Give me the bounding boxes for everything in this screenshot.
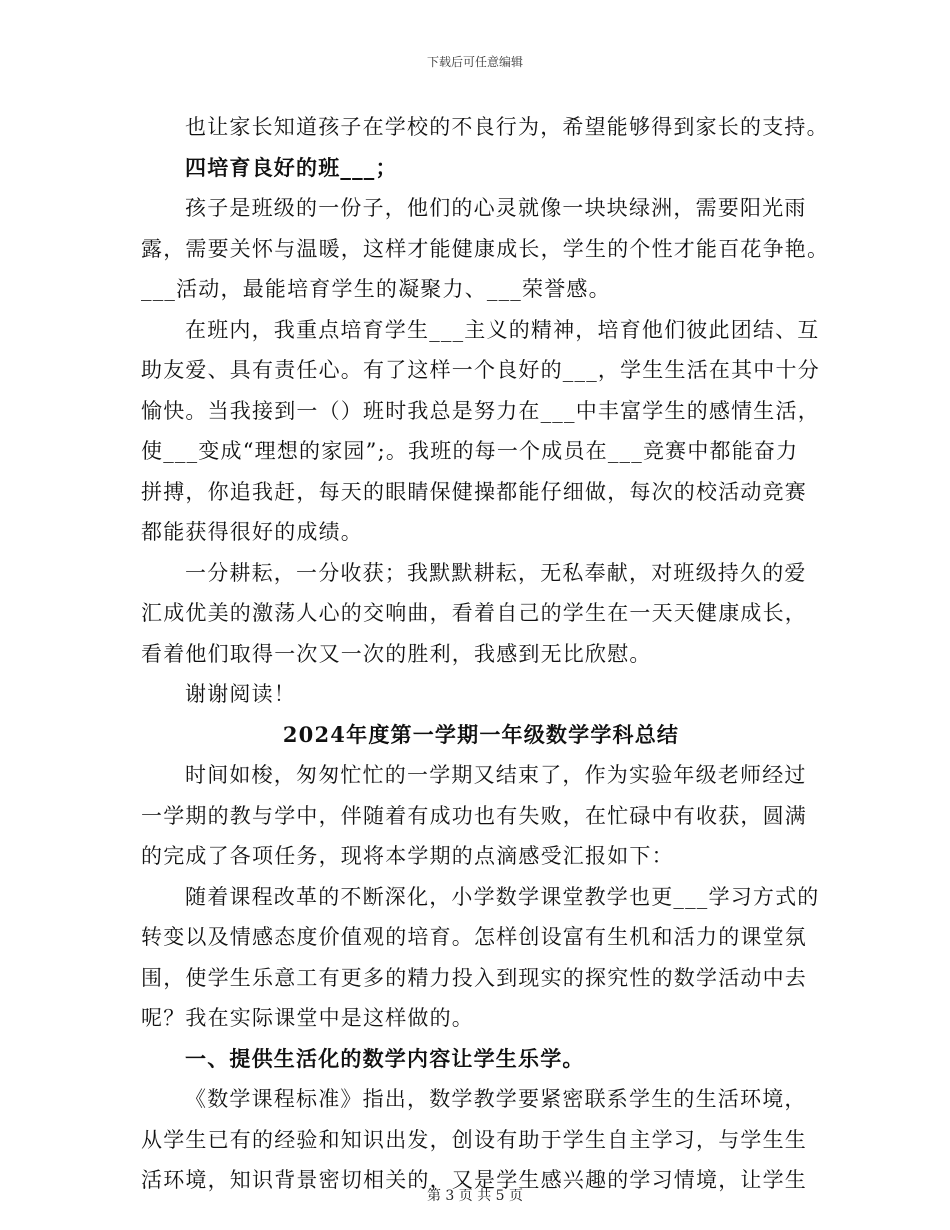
- text-line: 汇成优美的激荡人心的交响曲，看着自己的学生在一天天健康成长，: [141, 601, 807, 625]
- text-line: 转变以及情感态度价值观的培育。怎样创设富有生机和活力的课堂氛: [141, 925, 807, 949]
- text-line: 都能获得很好的成绩。: [141, 520, 363, 544]
- text-line: 也让家长知道孩子在学校的不良行为，希望能够得到家长的支持。: [185, 115, 829, 139]
- document-body: [141, 107, 830, 1201]
- page-header: 下载后可任意编辑: [426, 55, 523, 69]
- text-line: 呢？我在实际课堂中是这样做的。: [141, 1006, 474, 1030]
- text-line: 使___变成“理想的家园”;。我班的每一个成员在___竞赛中都能奋力: [141, 439, 799, 463]
- text-line: 在班内，我重点培育学生___主义的精神，培育他们彼此团结、互: [185, 317, 820, 342]
- text-line: 的完成了各项任务，现将本学期的点滴感受汇报如下：: [141, 844, 674, 868]
- text-line: 孩子是班级的一份子，他们的心灵就像一块块绿洲，需要阳光雨: [185, 196, 807, 220]
- text-line: ___活动，最能培育学生的凝聚力、___荣誉感。: [141, 277, 611, 301]
- text-line: 时间如梭，匆匆忙忙的一学期又结束了，作为实验年级老师经过: [185, 763, 807, 787]
- text-line: 看着他们取得一次又一次的胜利，我感到无比欣慰。: [141, 641, 652, 666]
- text-line: 助友爱、具有责任心。有了这样一个良好的___，学生生活在其中十分: [141, 358, 820, 382]
- section-title: 2024年度第一学期一年级数学学科总结: [282, 721, 680, 747]
- text-line: 拼搏，你追我赶，每天的眼睛保健操都能仔细做，每次的校活动竞赛: [141, 479, 807, 504]
- text-line: 随着课程改革的不断深化，小学数学课堂教学也更___学习方式的: [185, 884, 820, 909]
- section-heading: 一、提供生活化的数学内容让学生乐学。: [185, 1045, 585, 1071]
- text-line: 一分耕耘，一分收获；我默默耕耘，无私奉献，对班级持久的爱: [185, 560, 807, 585]
- text-line: 一学期的教与学中，伴随着有成功也有失败，在忙碌中有收获，圆满: [141, 803, 807, 828]
- page-footer: 第 3 页 共 5 页: [426, 1188, 524, 1204]
- text-line: 活环境，知识背景密切相关的，又是学生感兴趣的学习情境，让学生: [141, 1168, 807, 1192]
- text-line: 《数学课程标准》指出，数学教学要紧密联系学生的生活环境，: [185, 1087, 807, 1111]
- text-line: 从学生已有的经验和知识出发，创设有助于学生自主学习，与学生生: [141, 1127, 807, 1152]
- section-heading: 四培育良好的班___；: [185, 154, 398, 180]
- text-line: 围，使学生乐意工有更多的精力投入到现实的探究性的数学活动中去: [141, 965, 807, 990]
- text-line: 愉快。当我接到一（）班时我总是努力在___中丰富学生的感情生活，: [141, 398, 820, 423]
- text-line: 露，需要关怀与温暖，这样才能健康成长，学生的个性才能百花争艳。: [141, 236, 830, 261]
- text-line: 谢谢阅读！: [185, 682, 296, 706]
